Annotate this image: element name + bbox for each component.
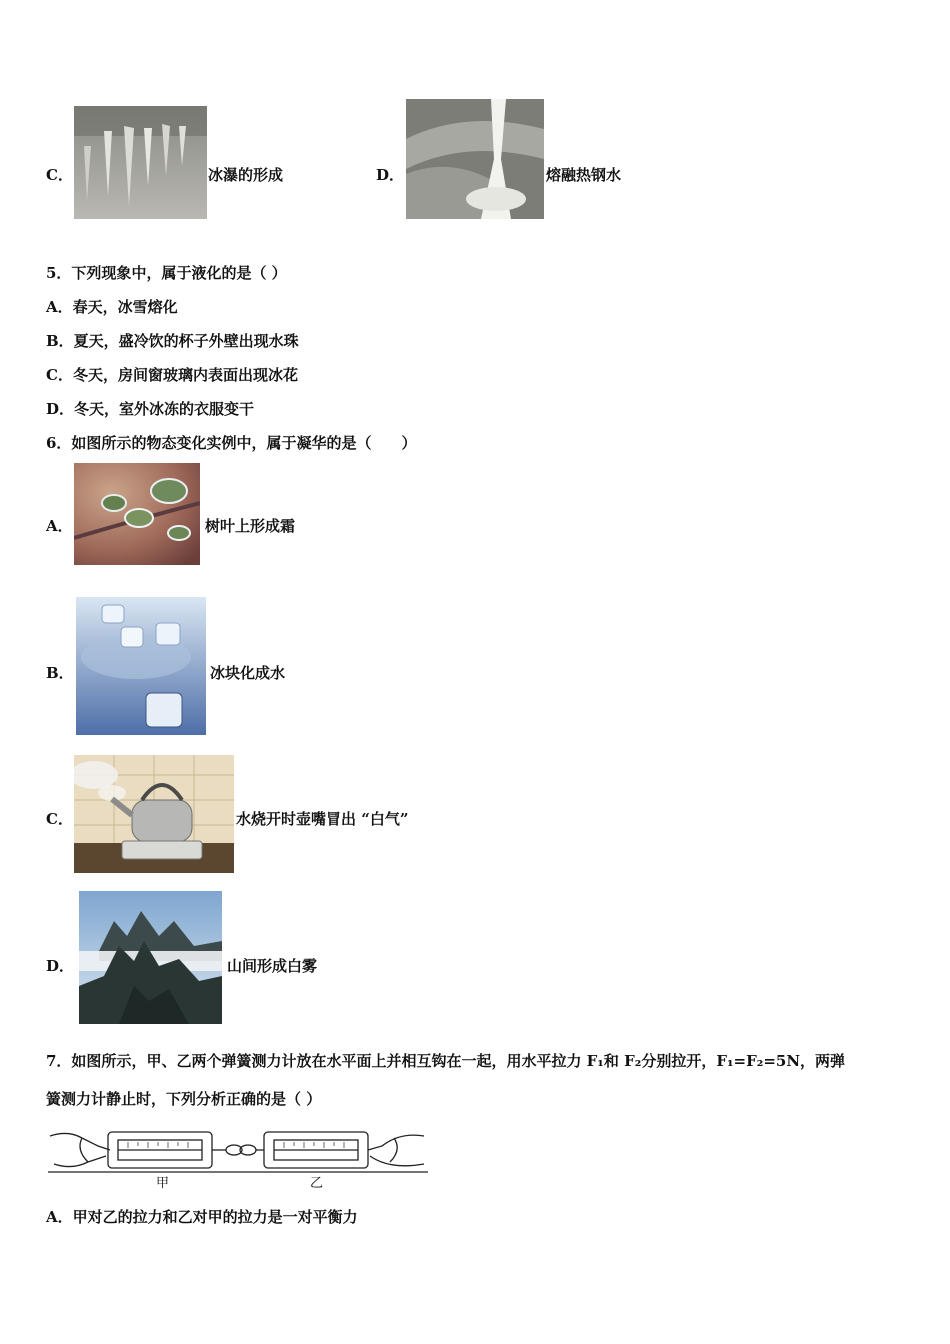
option-letter: C． xyxy=(46,810,73,828)
option-caption: 山间形成白雾 xyxy=(227,957,318,975)
option-b: B．夏天，盛冷饮的杯子外壁出现水珠 xyxy=(46,332,299,350)
option-letter: C． xyxy=(46,166,73,184)
question-stem-line-2: 簧测力计静止时，下列分析正确的是（ ） xyxy=(46,1090,322,1108)
spring-scales-figure xyxy=(48,1124,428,1192)
option-caption: 树叶上形成霜 xyxy=(205,517,296,535)
option-letter: D． xyxy=(46,957,75,975)
mountain-fog-photo xyxy=(79,891,222,1024)
option-caption: 熔融热钢水 xyxy=(546,166,622,184)
option-a: A．春天，冰雪熔化 xyxy=(46,298,178,316)
option-caption: 水烧开时壶嘴冒出 “白气” xyxy=(236,810,409,828)
option-caption: 冰瀑的形成 xyxy=(208,166,284,184)
figure-label-jia: 甲 xyxy=(156,1176,170,1191)
option-caption: 冰块化成水 xyxy=(210,664,286,682)
melting-ice-photo xyxy=(76,597,206,735)
option-d: D．冬天，室外冰冻的衣服变干 xyxy=(46,400,255,418)
icefall-photo xyxy=(74,106,207,219)
molten-steel-photo xyxy=(406,99,544,219)
question-stem: 5．下列现象中，属于液化的是（ ） xyxy=(46,264,287,282)
frost-leaf-photo xyxy=(74,463,200,565)
figure-label-yi: 乙 xyxy=(310,1176,324,1191)
question-stem-line-1: 7．如图所示，甲、乙两个弹簧测力计放在水平面上并相互钩在一起，用水平拉力 F₁和 F₂分别拉开，F₁=F₂=5N，两弹 xyxy=(46,1052,846,1070)
question-stem: 6．如图所示的物态变化实例中，属于凝华的是（ ） xyxy=(46,434,417,452)
kettle-steam-photo xyxy=(74,755,234,873)
option-c: C．冬天，房间窗玻璃内表面出现冰花 xyxy=(46,366,298,384)
option-letter: A． xyxy=(46,517,73,535)
option-letter: B． xyxy=(46,664,74,682)
option-a: A．甲对乙的拉力和乙对甲的拉力是一对平衡力 xyxy=(46,1208,358,1226)
option-letter: D． xyxy=(376,166,405,184)
